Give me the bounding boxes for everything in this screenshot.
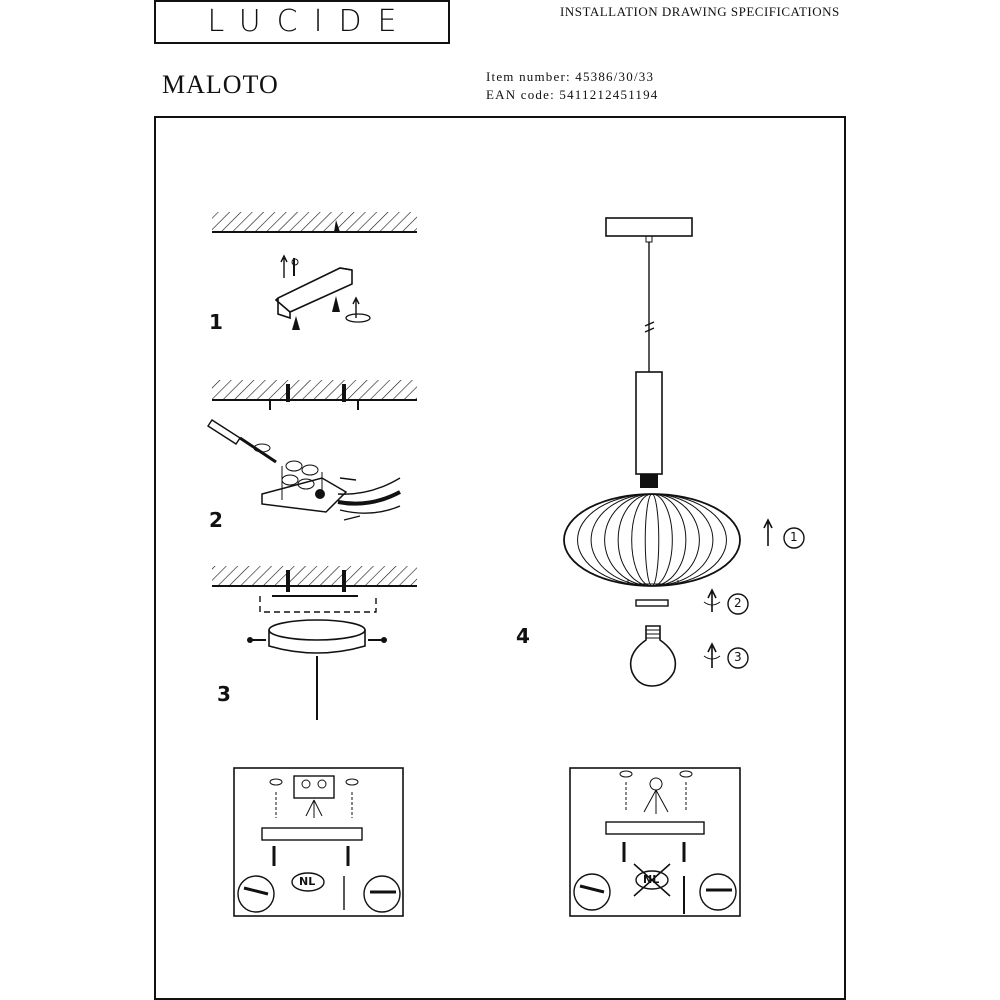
- step-number-3: 3: [217, 682, 231, 706]
- detail-box-right: [570, 768, 740, 916]
- product-name: MALOTO: [162, 70, 279, 99]
- detail-box-left: [234, 768, 403, 916]
- canopy: [269, 620, 365, 640]
- step3-drawing: [212, 566, 417, 720]
- item-number-label: Item number:: [486, 69, 571, 84]
- ceiling-canopy: [606, 218, 692, 236]
- screw-detail-icon: [364, 876, 400, 912]
- screwdriver-icon: [208, 420, 276, 462]
- screw-icon: [292, 316, 300, 330]
- shade-rib: [652, 494, 713, 586]
- light-bulb-icon: [631, 626, 676, 686]
- document-title: INSTALLATION DRAWING SPECIFICATIONS: [560, 4, 840, 19]
- ean-value: 5411212451194: [559, 87, 659, 102]
- mounting-bracket: [276, 268, 352, 312]
- step-number-1: 1: [209, 310, 223, 334]
- shade-rib: [652, 494, 659, 586]
- shade-rib: [632, 494, 652, 586]
- terminal-block-icon: [262, 461, 346, 512]
- ceiling-hatch-1: [212, 212, 417, 232]
- step-number-2: 2: [209, 508, 223, 532]
- shade-rib: [591, 494, 652, 586]
- shade-rib: [645, 494, 652, 586]
- item-number-value: 45386/30/33: [575, 69, 655, 84]
- lamp-holder-tube: [636, 372, 662, 474]
- ribbed-glass-shade: [564, 494, 740, 586]
- part-ref-2: 2: [734, 596, 742, 610]
- step-number-4: 4: [516, 624, 530, 648]
- bracket-detail: [262, 828, 362, 840]
- step4-drawing: [564, 218, 804, 686]
- nl-label-right: NL: [643, 873, 660, 886]
- ean-label: EAN code:: [486, 87, 555, 102]
- shade-ring: [636, 600, 668, 606]
- part-ref-3: 3: [734, 650, 742, 664]
- part-ref-1: 1: [790, 530, 798, 544]
- rotate-arrow-icon: [346, 314, 370, 322]
- step1-drawing: [212, 212, 417, 330]
- drill-detail-icon: [238, 876, 274, 912]
- nl-label-left: NL: [299, 875, 316, 888]
- step2-drawing: [208, 380, 417, 520]
- shade-rib: [652, 494, 672, 586]
- logo-text: LUCIDE: [207, 4, 413, 39]
